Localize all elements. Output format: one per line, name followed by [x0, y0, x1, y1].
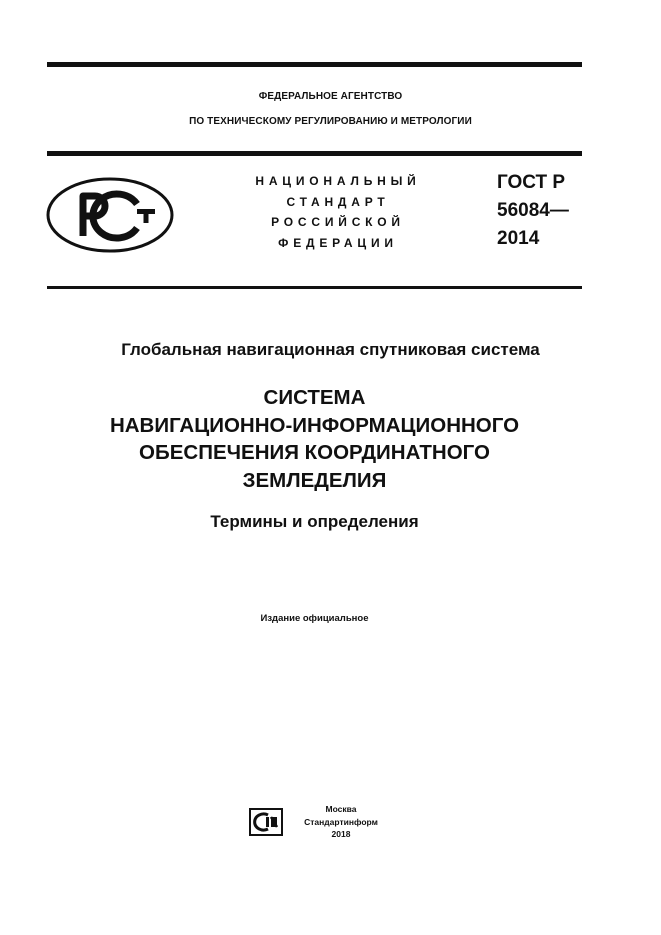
gost-prefix: ГОСТ Р — [497, 172, 566, 193]
middle-rule — [47, 151, 582, 156]
standard-line: РОССИЙСКОЙ — [271, 215, 405, 229]
agency-name-line1: ФЕДЕРАЛЬНОЕ АГЕНТСТВО — [258, 91, 403, 102]
national-standard-block — [228, 171, 448, 253]
standard-line: СТАНДАРТ — [286, 194, 390, 209]
standard-line: НАЦИОНАЛЬНЫЙ — [255, 174, 421, 188]
gost-number: 56084— — [497, 200, 569, 221]
bottom-rule — [47, 286, 582, 289]
top-rule — [47, 62, 582, 67]
document-title — [0, 384, 629, 494]
gost-designation — [497, 169, 597, 253]
title-line: ЗЕМЛЕДЕЛИЯ — [242, 468, 387, 492]
document-supertitle: Глобальная навигационная спутниковая система — [121, 340, 540, 359]
edition-note: Издание официальное — [260, 613, 369, 624]
rst-certification-mark-icon — [45, 176, 175, 254]
title-line: СИСТЕМА — [263, 386, 366, 409]
gost-year: 2014 — [497, 228, 540, 249]
document-subtitle: Термины и определения — [210, 512, 419, 531]
publication-year: 2018 — [331, 829, 351, 839]
publisher-name: Стандартинформ — [304, 816, 378, 827]
standard-line: ФЕДЕРАЦИИ — [278, 235, 398, 250]
publisher-city: Москва — [325, 804, 357, 814]
publisher-info — [296, 803, 386, 841]
standartinform-logo-icon — [249, 808, 283, 836]
title-line: НАВИГАЦИОННО-ИНФОРМАЦИОННОГО — [109, 413, 520, 437]
title-line: ОБЕСПЕЧЕНИЯ КООРДИНАТНОГО — [139, 441, 490, 464]
agency-name-line2: ПО ТЕХНИЧЕСКОМУ РЕГУЛИРОВАНИЮ И МЕТРОЛОГИИ — [189, 116, 472, 127]
